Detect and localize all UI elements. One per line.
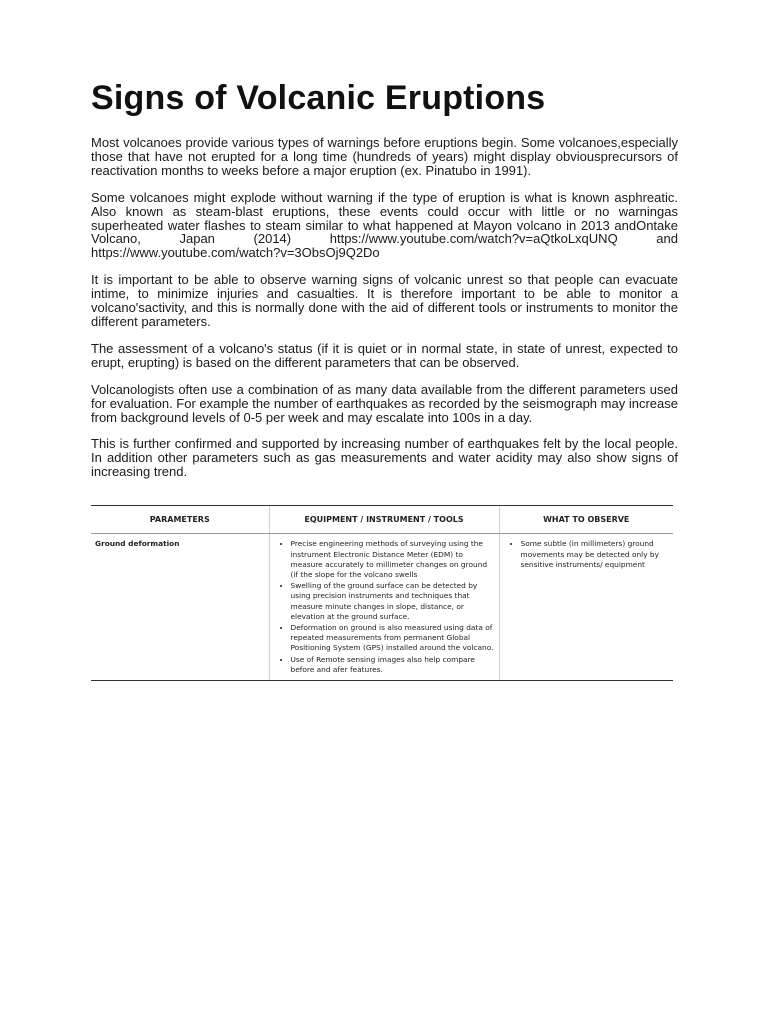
paragraph-monitoring: It is important to be able to observe warning signs of volcanic unrest so that people can evacuate intime, to minimize injuries and casualties. It is therefore important to be able to monitor a volcano'sactivity, and this is normally done with the aid of different tools or instruments to monitor the different parameters.: [91, 272, 678, 329]
paragraph-assessment: The assessment of a volcano's status (if it is quiet or in normal state, in state of unrest, expected to erupt, erupting) is based on the different parameters that can be observed.: [91, 340, 678, 370]
list-item: • Use of Remote sensing images also help compare before and afer features.: [291, 655, 495, 675]
document-page: [91, 78, 678, 681]
list-item: • Some subtle (in millimeters) ground movements may be detected only by sensitive instruments/ equipment: [521, 539, 670, 570]
page-title: Signs of Volcanic Eruptions: [91, 79, 546, 117]
equipment-cell: [269, 534, 499, 681]
list-item: • Precise engineering methods of surveying using the instrument Electronic Distance Meter (EDM) to measure accurately to millimeter changes on ground (if the slope for the volcano swells: [291, 539, 495, 580]
header-parameters: PARAMETERS: [91, 506, 269, 534]
observe-list: [504, 539, 670, 570]
parameter-cell: Ground deformation: [91, 534, 269, 681]
paragraph-warnings: Most volcanoes provide various types of warnings before eruptions begin. Some volcanoes,especially those that have not erupted for a long time (hundreds of years) might display obviousprecursors of reactivation months to weeks before a major eruption (ex. Pinatubo in 1991).: [91, 135, 678, 178]
list-item: • Deformation on ground is also measured using data of repeated measurements from permanent Global Positioning System (GPS) installed around the volcano.: [291, 623, 495, 654]
table-row: [91, 534, 673, 681]
paragraph-volcanologists: Volcanologists often use a combination of as many data available from the different parameters used for evaluation. For example the number of earthquakes as recorded by the seismograph may increase from background levels of 0-5 per week and may escalate into 100s in a day.: [91, 381, 678, 425]
header-observe: WHAT TO OBSERVE: [499, 506, 673, 534]
table-header-row: [91, 506, 673, 534]
paragraph-confirmation: This is further confirmed and supported by increasing number of earthquakes felt by the local people. In addition other parameters such as gas measurements and water acidity may also show signs of increasing trend.: [91, 436, 678, 480]
paragraph-phreatic: Some volcanoes might explode without warning if the type of eruption is what is known asphreatic. Also known as steam-blast eruptions, these events could occur with little or no warningas superheated water flashes to steam similar to what happened at Mayon volcano in 2013 andOntake Volcano, Japan (2014) https://www.youtube.com/watch?v=aQtkoLxqUNQ and https://www.youtube.com/watch?v=3ObsOj9Q2Do: [91, 189, 678, 261]
observe-cell: [499, 534, 673, 681]
list-item: • Swelling of the ground surface can be detected by using precision instruments and techniques that measure minute changes in slope, distance, or elevation at the ground surface.: [291, 581, 495, 622]
header-equipment: EQUIPMENT / INSTRUMENT / TOOLS: [269, 506, 499, 534]
equipment-list: [274, 539, 495, 675]
parameters-table: [91, 505, 673, 681]
